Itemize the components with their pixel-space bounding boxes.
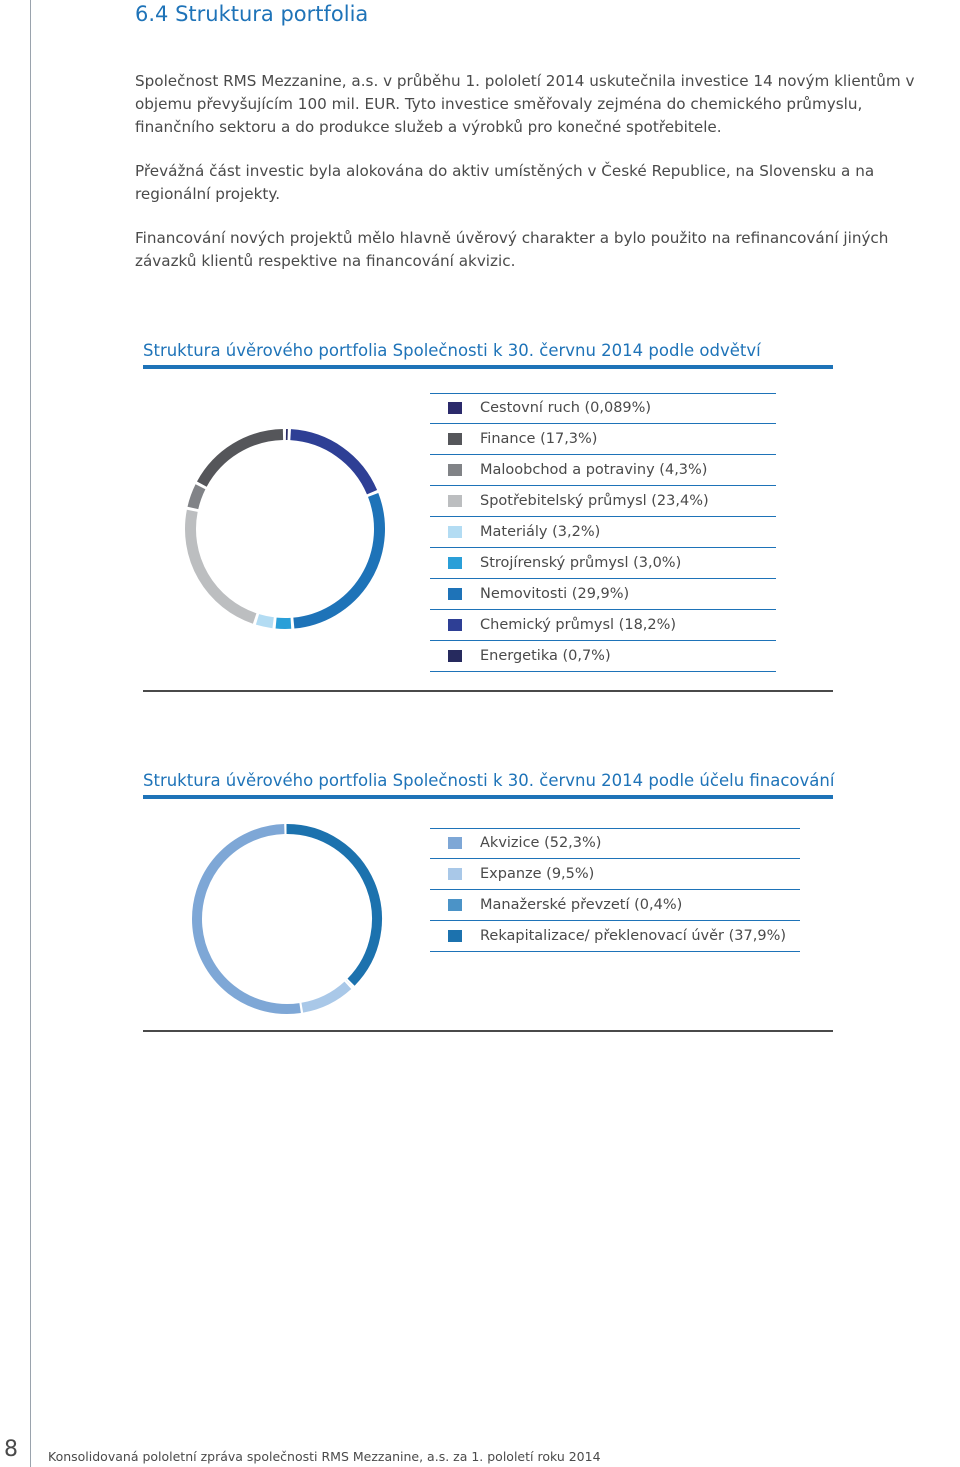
legend-swatch <box>448 557 462 569</box>
donut-slice-finance <box>202 435 283 485</box>
legend-label: Strojírenský průmysl (3,0%) <box>480 555 682 571</box>
legend-swatch <box>448 899 462 911</box>
donut-chart-sectors <box>183 427 387 631</box>
legend-item-nemovitosti <box>430 579 776 610</box>
donut-slice-nemovitosti <box>294 495 380 623</box>
legend-item-finance <box>430 424 776 455</box>
paragraph-allocation: Převážná část investic byla alokována do aktiv umístěných v České Republice, na Slovensku a na regionální projekty. <box>135 162 875 203</box>
chart-title-sectors: Struktura úvěrového portfolia Společnosti k 30. červnu 2014 podle odvětví <box>143 341 761 360</box>
legend-item-strojirensky-prumysl <box>430 548 776 579</box>
legend-purpose <box>430 828 800 952</box>
donut-slice-rekapitalizace-preklenovaci-uver <box>287 829 377 982</box>
legend-label: Akvizice (52,3%) <box>480 835 602 851</box>
donut-slice-akvizice <box>197 829 300 1009</box>
legend-swatch <box>448 464 462 476</box>
margin-rule <box>30 0 31 1467</box>
legend-item-energetika <box>430 641 776 672</box>
donut-chart-purpose <box>190 822 384 1016</box>
legend-swatch <box>448 526 462 538</box>
paragraph-financing: Financování nových projektů mělo hlavně úvěrový charakter a bylo použito na refinancování jiných závazků klientů respektive na financování akvizic. <box>135 229 889 270</box>
donut-slice-expanze <box>302 985 348 1007</box>
legend-item-maloobchod-a-potraviny <box>430 455 776 486</box>
legend-swatch <box>448 588 462 600</box>
donut-slice-spotrebitelsky-prumysl <box>191 511 255 619</box>
paragraph-investments: Společnost RMS Mezzanine, a.s. v průběhu 1. pololetí 2014 uskutečnila investice 14 novým klientům v objemu převyšujícím 100 mil. EUR. Tyto investice směřovaly zejména do chemického průmyslu, finančního sektoru a do produkce služeb a výrobků pro konečné spotřebitele. <box>135 72 915 136</box>
donut-slice-chemicky-prumysl <box>291 435 372 493</box>
legend-swatch <box>448 930 462 942</box>
legend-swatch <box>448 650 462 662</box>
legend-item-spotrebitelsky-prumysl <box>430 486 776 517</box>
chart-title-underline <box>143 365 833 369</box>
legend-swatch <box>448 619 462 631</box>
legend-label: Energetika (0,7%) <box>480 648 611 664</box>
footer-text: Konsolidovaná pololetní zpráva společnosti RMS Mezzanine, a.s. za 1. pololetí roku 2014 <box>48 1449 601 1464</box>
legend-item-cestovni-ruch <box>430 393 776 424</box>
chart-bottom-rule <box>143 690 833 692</box>
chart-title-purpose: Struktura úvěrového portfolia Společnosti k 30. červnu 2014 podle účelu finacování <box>143 771 835 790</box>
legend-label: Spotřebitelský průmysl (23,4%) <box>480 493 709 509</box>
section-title: 6.4 Struktura portfolia <box>135 2 369 26</box>
legend-sectors <box>430 393 776 672</box>
legend-label: Rekapitalizace/ překlenovací úvěr (37,9%) <box>480 928 787 944</box>
legend-label: Finance (17,3%) <box>480 431 598 447</box>
legend-swatch <box>448 402 462 414</box>
legend-label: Expanze (9,5%) <box>480 866 595 882</box>
legend-item-materialy <box>430 517 776 548</box>
legend-item-chemicky-prumysl <box>430 610 776 641</box>
legend-item-akvizice <box>430 828 800 859</box>
legend-label: Manažerské převzetí (0,4%) <box>480 897 683 913</box>
legend-swatch <box>448 433 462 445</box>
legend-item-expanze <box>430 859 800 890</box>
legend-swatch <box>448 495 462 507</box>
chart-title-underline <box>143 795 833 799</box>
legend-swatch <box>448 837 462 849</box>
legend-label: Nemovitosti (29,9%) <box>480 586 630 602</box>
legend-item-rekapitalizace-preklenovaci-uver <box>430 921 800 952</box>
legend-label: Materiály (3,2%) <box>480 524 601 540</box>
donut-slice-materialy <box>257 619 273 622</box>
legend-item-manazerske-prevzeti <box>430 890 800 921</box>
chart-bottom-rule <box>143 1030 833 1032</box>
legend-swatch <box>448 868 462 880</box>
page-number: 8 <box>4 1437 18 1462</box>
legend-label: Cestovní ruch (0,089%) <box>480 400 652 416</box>
legend-label: Chemický průmysl (18,2%) <box>480 617 677 633</box>
donut-slice-maloobchod-a-potraviny <box>193 487 201 508</box>
legend-label: Maloobchod a potraviny (4,3%) <box>480 462 708 478</box>
